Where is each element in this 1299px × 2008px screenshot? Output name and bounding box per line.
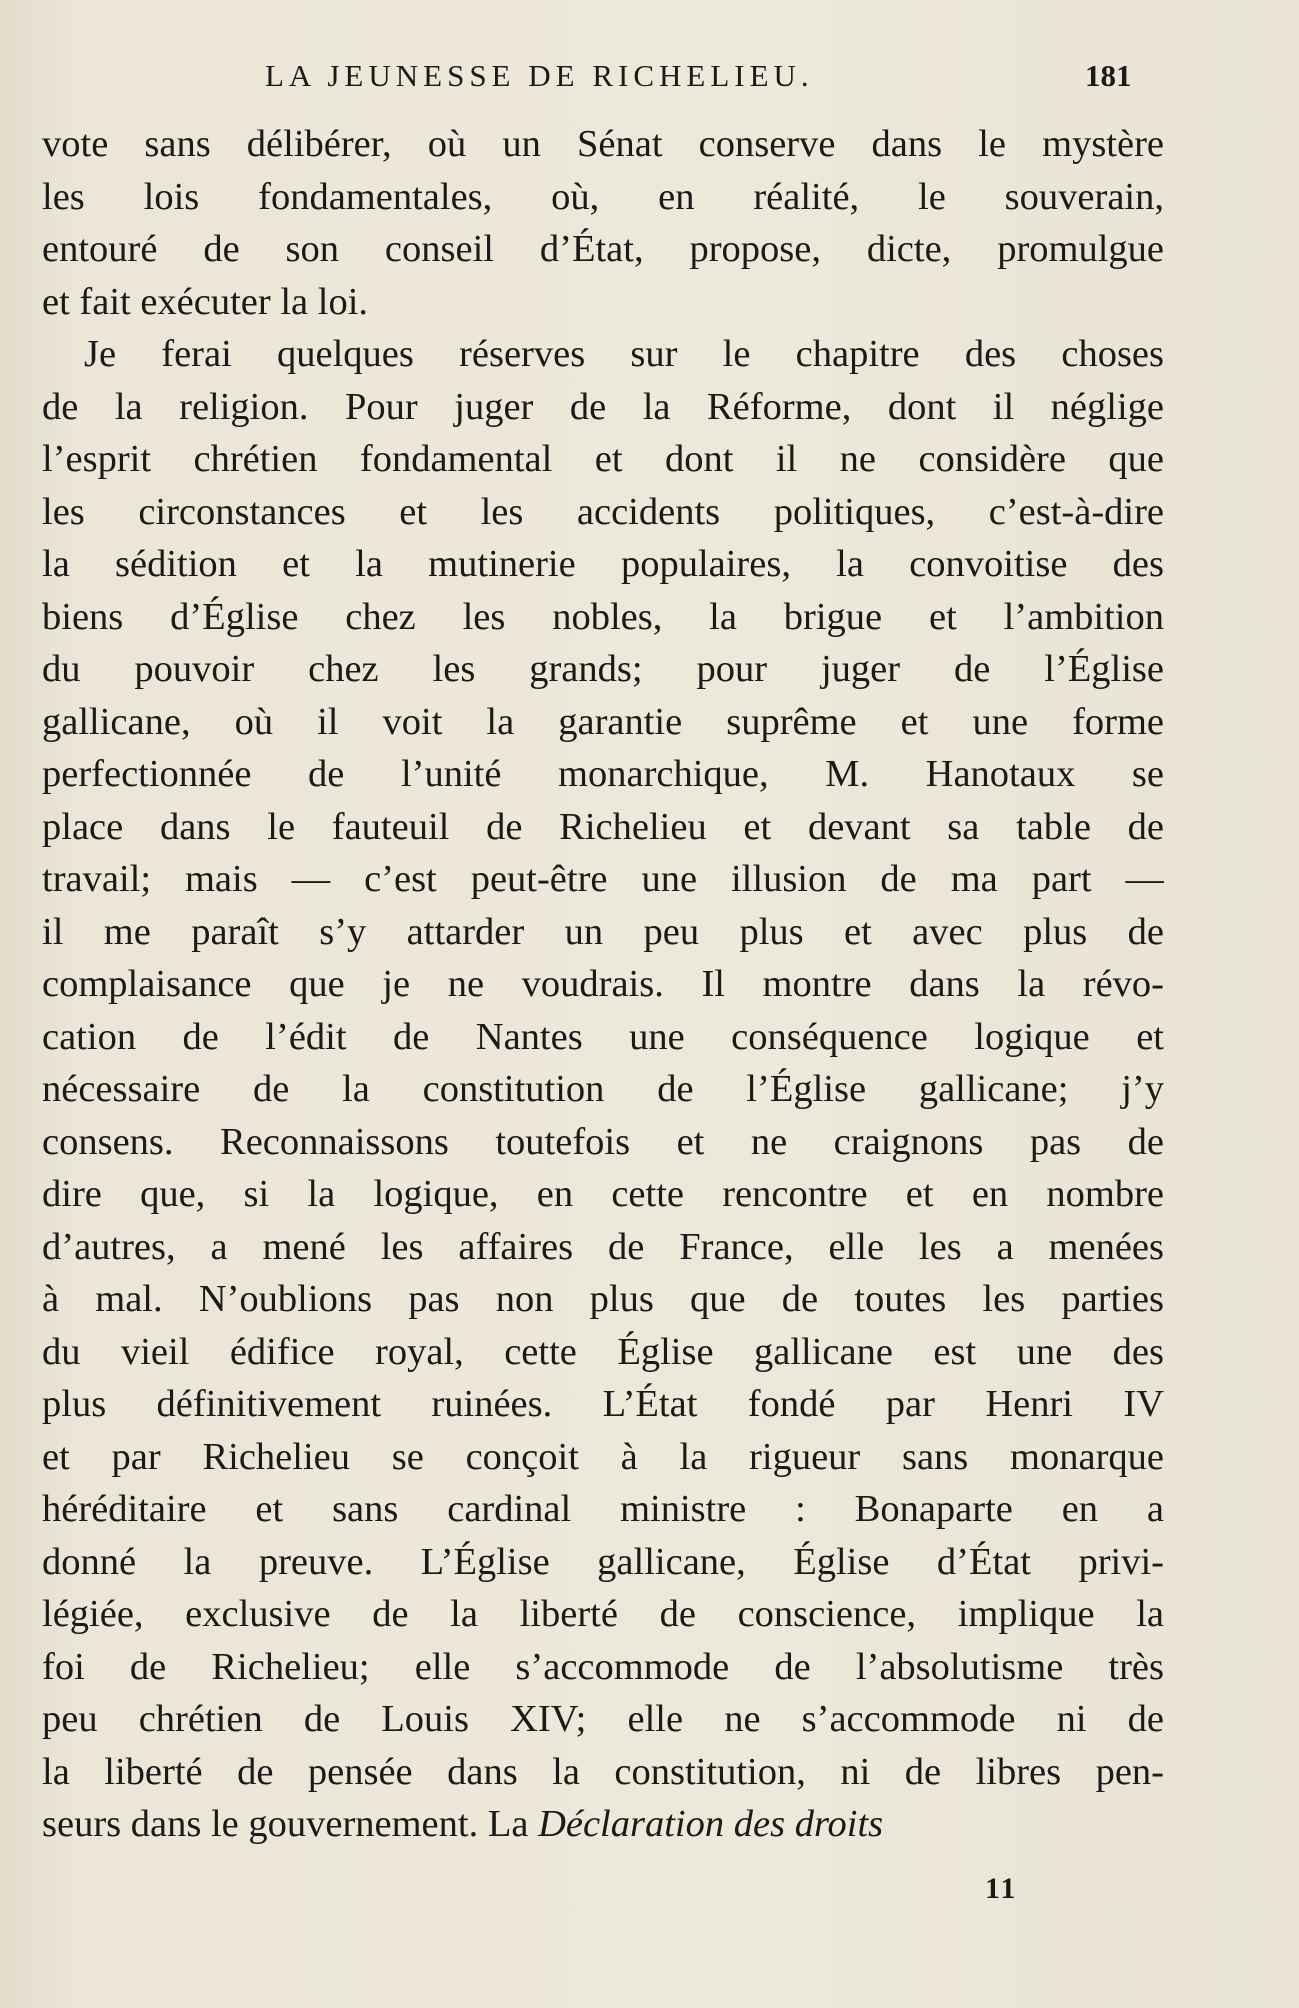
text-line: entouré de son conseil d’État, propose, dicte, promulgue — [42, 228, 1164, 270]
text-line: perfectionnée de l’unité monarchique, M. Hanotaux se — [42, 753, 1164, 795]
text-line: l’esprit chrétien fondamental et dont il ne considère que — [42, 438, 1164, 480]
text-line: héréditaire et sans cardinal ministre : Bonaparte en a — [42, 1488, 1164, 1530]
text-line: les lois fondamentales, où, en réalité, le souverain, — [42, 175, 1164, 218]
text-line: dire que, si la logique, en cette rencontre et en nombre — [42, 1173, 1164, 1215]
text-line: donné la preuve. L’Église gallicane, Église d’État privi- — [42, 1540, 1164, 1583]
text-line: place dans le fauteuil de Richelieu et devant sa table de — [42, 805, 1164, 848]
text-line: les circonstances et les accidents politiques, c’est-à-dire — [42, 490, 1164, 533]
running-head — [40, 56, 1140, 106]
body-text — [42, 118, 1164, 1851]
text-line — [42, 1798, 1164, 1851]
text-line: foi de Richelieu; elle s’accommode de l’absolutisme très — [42, 1645, 1164, 1688]
text-line: peu chrétien de Louis XIV; elle ne s’accommode ni de — [42, 1698, 1164, 1740]
text-line: de la religion. Pour juger de la Réforme, dont il néglige — [42, 385, 1164, 428]
text-line: complaisance que je ne voudrais. Il montre dans la révo- — [42, 963, 1164, 1005]
text-line: plus définitivement ruinées. L’État fondé par Henri IV — [42, 1383, 1164, 1425]
paragraph — [42, 118, 1164, 328]
paragraph — [42, 328, 1164, 1851]
italic-title: Déclaration des droits — [538, 1803, 884, 1845]
text-line: nécessaire de la constitution de l’Église gallicane; j’y — [42, 1068, 1164, 1110]
text-line: la sédition et la mutinerie populaires, la convoitise des — [42, 543, 1164, 585]
text-line: la liberté de pensée dans la constitution, ni de libres pen- — [42, 1750, 1164, 1793]
text-line: cation de l’édit de Nantes une conséquence logique et — [42, 1015, 1164, 1058]
text-line: à mal. N’oublions pas non plus que de toutes les parties — [42, 1278, 1164, 1320]
text-line: d’autres, a mené les affaires de France, elle les a menées — [42, 1225, 1164, 1268]
text-line: et par Richelieu se conçoit à la rigueur sans monarque — [42, 1435, 1164, 1478]
text-line: du vieil édifice royal, cette Église gallicane est une des — [42, 1330, 1164, 1373]
text-line: consens. Reconnaissons toutefois et ne craignons pas de — [42, 1120, 1164, 1163]
text-line-prefix: seurs dans le gouvernement. La — [42, 1803, 539, 1845]
text-line: gallicane, où il voit la garantie suprême et une forme — [42, 700, 1164, 743]
text-line: légiée, exclusive de la liberté de conscience, implique la — [42, 1593, 1164, 1635]
text-line: biens d’Église chez les nobles, la brigue et l’ambition — [42, 595, 1164, 638]
text-line: et fait exécuter la loi. — [42, 280, 369, 323]
text-line: il me paraît s’y attarder un peu plus et avec plus de — [42, 910, 1164, 953]
page-number: 181 — [1085, 58, 1132, 93]
text-line: du pouvoir chez les grands; pour juger de l’Église — [42, 648, 1164, 690]
signature-mark: 11 — [985, 1872, 1018, 1905]
running-title: LA JEUNESSE DE RICHELIEU. — [265, 58, 814, 93]
text-line: vote sans délibérer, où un Sénat conserve dans le mystère — [42, 123, 1164, 165]
text-line: Je ferai quelques réserves sur le chapitre des choses — [84, 333, 1164, 375]
text-line: travail; mais — c’est peut-être une illusion de ma part — — [42, 858, 1164, 900]
